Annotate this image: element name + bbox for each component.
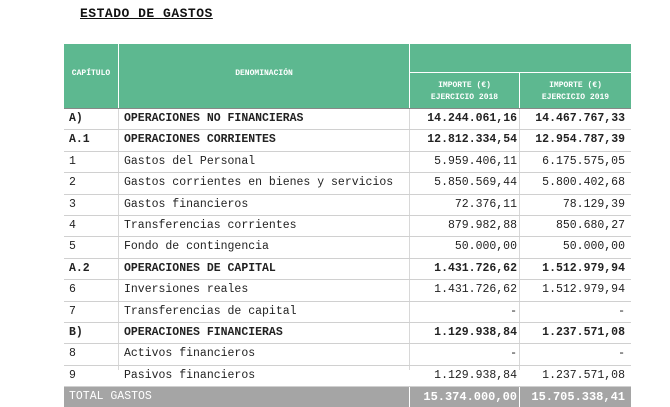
table-row bbox=[64, 173, 631, 194]
denominacion-cell: Gastos financieros bbox=[124, 197, 249, 211]
importe-2018-cell: 12.812.334,54 bbox=[427, 133, 517, 147]
importe-2018-cell: 1.129.938,84 bbox=[434, 368, 517, 382]
importe-2018-cell: 72.376,11 bbox=[454, 197, 517, 211]
capitulo-cell: 7 bbox=[69, 304, 76, 318]
denominacion-cell: OPERACIONES CORRIENTES bbox=[124, 133, 276, 147]
denominacion-cell: OPERACIONES NO FINANCIERAS bbox=[124, 112, 304, 125]
capitulo-cell: 6 bbox=[69, 283, 76, 297]
denominacion-cell: Gastos corrientes en bienes y servicios bbox=[124, 176, 394, 190]
header-importe-2019 bbox=[520, 73, 631, 108]
importe-2019-cell: 1.512.979,94 bbox=[542, 261, 625, 275]
table-row bbox=[64, 216, 631, 237]
importe-2019-cell: 78.129,39 bbox=[562, 197, 625, 211]
importe-2019-cell: 1.237.571,08 bbox=[542, 325, 625, 339]
table-row bbox=[64, 237, 631, 258]
header-importe-2019-line1: IMPORTE (€) bbox=[549, 81, 602, 90]
importe-2019-cell: 50.000,00 bbox=[562, 240, 625, 254]
table-row bbox=[64, 280, 631, 301]
denominacion-cell: Fondo de contingencia bbox=[124, 240, 269, 254]
total-divider bbox=[519, 387, 520, 407]
header-importe-2018-line1: IMPORTE (€) bbox=[438, 81, 491, 90]
importe-2018-cell: - bbox=[510, 304, 517, 318]
table-row bbox=[64, 130, 631, 151]
denominacion-cell: Pasivos financieros bbox=[124, 368, 256, 382]
capitulo-cell: A.2 bbox=[69, 261, 90, 275]
importe-2018-cell: 50.000,00 bbox=[454, 240, 517, 254]
table-row bbox=[64, 366, 631, 387]
table-row bbox=[64, 302, 631, 323]
denominacion-cell: Gastos del Personal bbox=[124, 154, 256, 168]
importe-2019-cell: 1.512.979,94 bbox=[542, 283, 625, 297]
table-row bbox=[64, 344, 631, 365]
table-row bbox=[64, 152, 631, 173]
header-capitulo: CAPÍTULO bbox=[64, 44, 118, 108]
importe-2018-cell: 5.850.569,44 bbox=[434, 176, 517, 190]
importe-2019-cell: 14.467.767,33 bbox=[535, 112, 625, 125]
total-2018: 15.374.000,00 bbox=[423, 390, 517, 405]
importe-2018-cell: 1.129.938,84 bbox=[434, 325, 517, 339]
importe-2018-cell: 879.982,88 bbox=[447, 218, 517, 232]
denominacion-cell: OPERACIONES FINANCIERAS bbox=[124, 325, 283, 339]
importe-2019-cell: 850.680,27 bbox=[555, 218, 625, 232]
denominacion-cell: Activos financieros bbox=[124, 347, 256, 361]
header-importe-2019-line2: EJERCICIO 2019 bbox=[541, 93, 610, 102]
capitulo-cell: 3 bbox=[69, 197, 76, 211]
denominacion-cell: Transferencias de capital bbox=[124, 304, 297, 318]
importe-2018-cell: 5.959.406,11 bbox=[434, 154, 517, 168]
importe-2019-cell: 12.954.787,39 bbox=[535, 133, 625, 147]
header-denominacion: DENOMINACIÓN bbox=[119, 44, 409, 108]
total-2019: 15.705.338,41 bbox=[531, 390, 625, 405]
importe-2018-cell: 14.244.061,16 bbox=[427, 112, 517, 125]
budget-table bbox=[64, 108, 631, 407]
capitulo-cell: 1 bbox=[69, 154, 76, 168]
importe-2019-cell: - bbox=[618, 304, 625, 318]
importe-2018-cell: 1.431.726,62 bbox=[434, 283, 517, 297]
total-divider bbox=[409, 387, 410, 407]
importe-2019-cell: 5.800.402,68 bbox=[542, 176, 625, 190]
denominacion-cell: Transferencias corrientes bbox=[124, 218, 297, 232]
capitulo-cell: 8 bbox=[69, 347, 76, 361]
capitulo-cell: 9 bbox=[69, 368, 76, 382]
header-importe-2018-line2: EJERCICIO 2018 bbox=[430, 93, 499, 102]
denominacion-cell: OPERACIONES DE CAPITAL bbox=[124, 261, 276, 275]
capitulo-cell: 4 bbox=[69, 218, 76, 232]
importe-2018-cell: 1.431.726,62 bbox=[434, 261, 517, 275]
total-label: TOTAL GASTOS bbox=[69, 390, 152, 404]
table-row bbox=[64, 108, 631, 130]
table-row bbox=[64, 323, 631, 344]
header-importe-2018 bbox=[410, 73, 519, 108]
importe-2019-cell: 1.237.571,08 bbox=[542, 368, 625, 382]
capitulo-cell: 2 bbox=[69, 176, 76, 190]
page-title: ESTADO DE GASTOS bbox=[80, 6, 213, 21]
importe-2018-cell: - bbox=[510, 347, 517, 361]
table-row bbox=[64, 259, 631, 280]
importe-2019-cell: 6.175.575,05 bbox=[542, 154, 625, 168]
header-importe-spacer bbox=[410, 44, 631, 72]
total-row bbox=[64, 387, 631, 407]
table-row bbox=[64, 195, 631, 216]
capitulo-cell: 5 bbox=[69, 240, 76, 254]
capitulo-cell: A.1 bbox=[69, 133, 90, 147]
capitulo-cell: B) bbox=[69, 325, 83, 339]
denominacion-cell: Inversiones reales bbox=[124, 283, 249, 297]
capitulo-cell: A) bbox=[69, 112, 83, 125]
importe-2019-cell: - bbox=[618, 347, 625, 361]
